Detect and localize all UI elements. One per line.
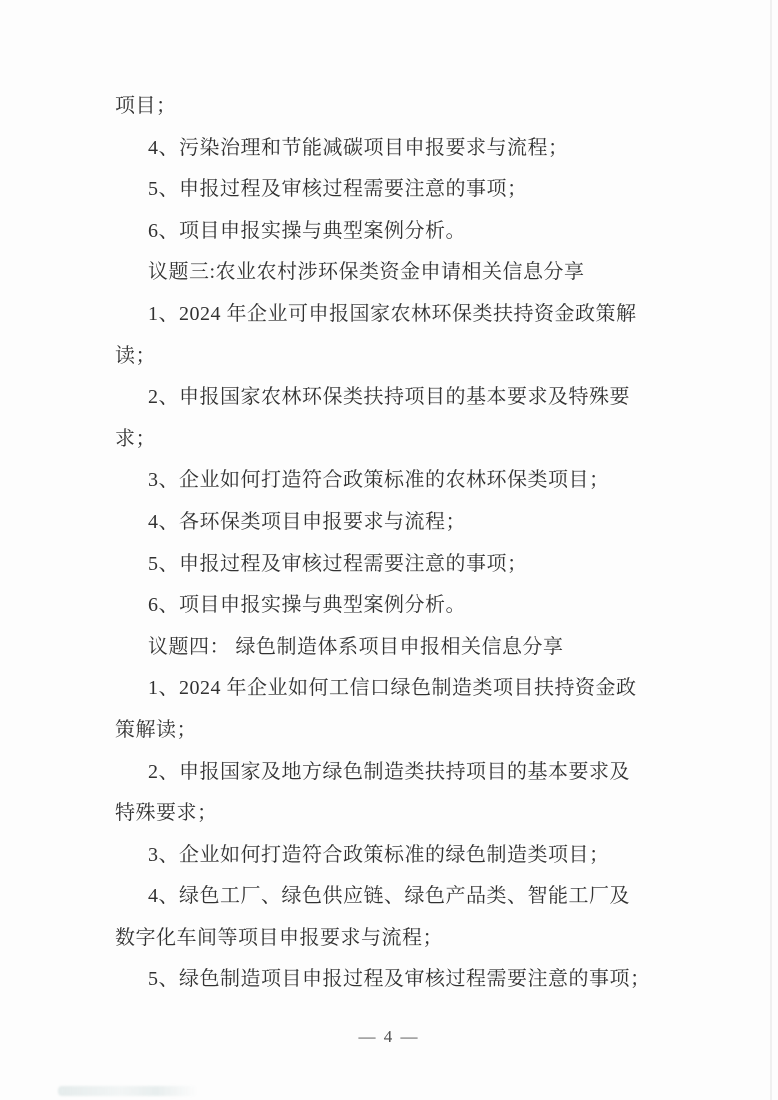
document-body xyxy=(115,86,663,1001)
text-line: 5、绿色制造项目申报过程及审核过程需要注意的事项； xyxy=(148,968,651,991)
text-line: 议题四： 绿色制造体系项目申报相关信息分享 xyxy=(148,635,564,658)
text-line: 4、绿色工厂、绿色供应链、绿色产品类、智能工厂及 xyxy=(148,885,630,908)
text-line: 数字化车间等项目申报要求与流程； xyxy=(115,926,443,949)
page-number: — 4 — xyxy=(358,1027,420,1046)
scan-smudge-artifact xyxy=(58,1086,198,1096)
text-line: 特殊要求； xyxy=(115,802,218,825)
text-line: 项目； xyxy=(115,95,177,117)
text-line: 3、企业如何打造符合政策标准的绿色制造类项目； xyxy=(148,843,610,866)
text-line: 6、项目申报实操与典型案例分析。 xyxy=(148,594,466,617)
text-line: 1、2024 年企业如何工信口绿色制造类项目扶持资金政 xyxy=(148,677,637,700)
scan-edge-artifact xyxy=(770,0,772,1100)
text-line: 4、污染治理和节能减碳项目申报要求与流程； xyxy=(148,136,569,159)
text-line: 2、申报国家及地方绿色制造类扶持项目的基本要求及 xyxy=(148,760,630,783)
text-line: 1、2024 年企业可申报国家农林环保类扶持资金政策解 xyxy=(148,302,637,325)
text-line: 5、申报过程及审核过程需要注意的事项； xyxy=(148,178,528,201)
text-line: 议题三:农业农村涉环保类资金申请相关信息分享 xyxy=(148,261,585,284)
text-line: 3、企业如何打造符合政策标准的农林环保类项目； xyxy=(148,469,610,492)
text-line: 读； xyxy=(115,344,156,367)
text-line: 策解读； xyxy=(115,718,197,741)
text-line: 4、各环保类项目申报要求与流程； xyxy=(148,510,466,533)
text-line: 求； xyxy=(115,427,156,450)
text-line: 5、申报过程及审核过程需要注意的事项； xyxy=(148,552,528,575)
text-line: 6、项目申报实操与典型案例分析。 xyxy=(148,219,466,242)
text-line: 2、申报国家农林环保类扶持项目的基本要求及特殊要 xyxy=(148,386,630,409)
